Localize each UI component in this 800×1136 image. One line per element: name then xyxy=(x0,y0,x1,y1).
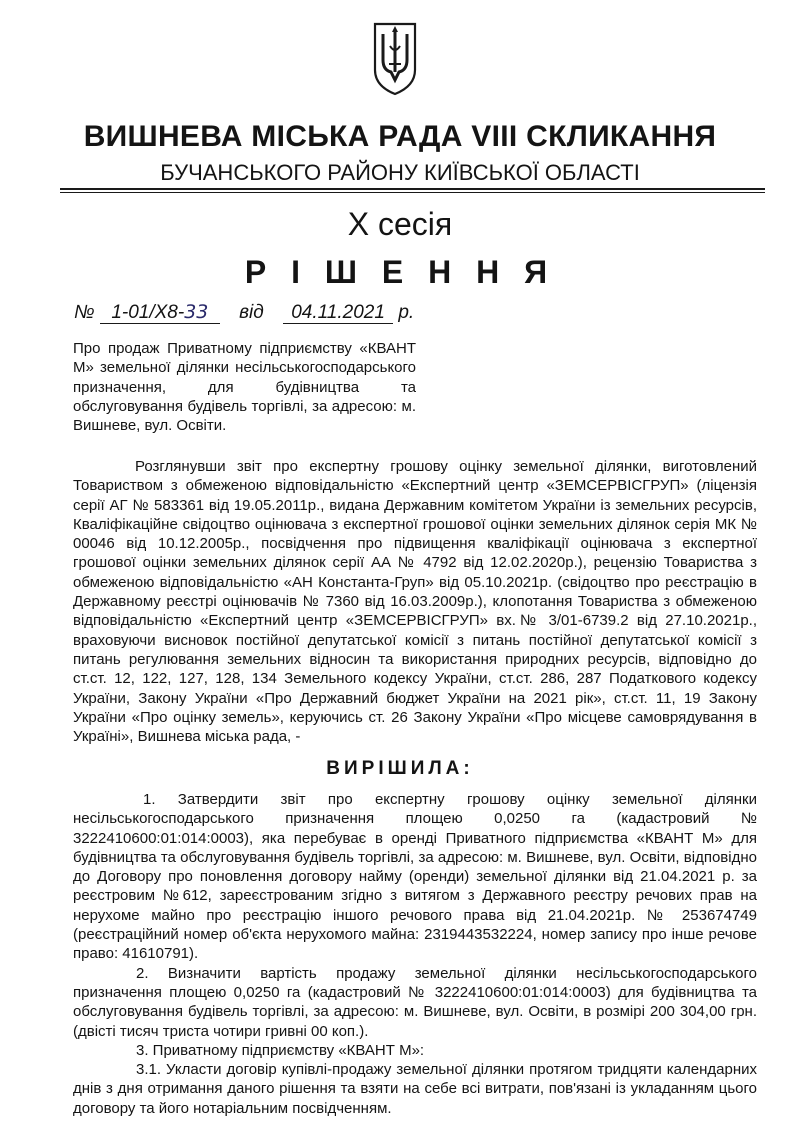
resolution-item-3-1: 3.1. Укласти договір купівлі-продажу земельної ділянки протягом тридцяти календарних днів з дня отримання даного рішення та взяти на себе всі витрати, пов'язані із укладанням цього договору та його нотаріальним посвідченням. xyxy=(73,1061,757,1117)
document-type-heading: Р І Ш Е Н Н Я xyxy=(244,254,556,290)
decision-number: 1-01/Х8- xyxy=(111,302,185,323)
trident-emblem-icon xyxy=(370,20,420,96)
decision-date: 04.11.2021 xyxy=(283,303,393,324)
handwritten-number: 33 xyxy=(184,301,209,323)
year-suffix: р. xyxy=(398,302,415,323)
resolution-item-3: 3. Приватному підприємству «КВАНТ М»: xyxy=(136,1041,425,1059)
header-divider xyxy=(60,188,765,190)
council-title: ВИШНЕВА МІСЬКА РАДА VIII СКЛИКАННЯ xyxy=(83,120,717,153)
resolved-heading: ВИРІШИЛА: xyxy=(326,758,474,779)
decision-subject: Про продаж Приватному підприємству «КВАНТ М» земельної ділянки несільськогосподарського призначення, для будівництва та обслуговування будівель торгівлі, за адресою: м. Вишневе, вул. Освіти. xyxy=(73,340,416,435)
header-divider-thin xyxy=(60,192,765,193)
district-subtitle: БУЧАНСЬКОГО РАЙОНУ КИЇВСЬКОЇ ОБЛАСТІ xyxy=(160,160,640,185)
number-prefix: № xyxy=(74,302,95,323)
decision-number-line xyxy=(74,302,414,324)
session-label: Х сесія xyxy=(347,206,453,242)
preamble-paragraph: Розглянувши звіт про експертну грошову оцінку земельної ділянки, виготовлений Товариством з обмеженою відповідальністю «Експертний центр «ЗЕМСЕРВІСГРУП» (ліцензія серії АГ № 583361 від 19.05.2011р., видана Державним комітетом України із земельних ресурсів, Кваліфікаційне свідоцтво оцінювача з експертної грошової оцінки земельних ділянок серія МК № 00046 від 10.12.2005р., посвідчення про підвищення кваліфікації оцінювача з експертної грошової оцінки земельних ділянок серії АА № 4792 від 12.02.2020р.), рецензію Товариства з обмеженою відповідальністю «АН Константа-Груп» від 05.10.2021р. (свідоцтво про реєстрацію в Державному реєстрі оцінювачів № 7360 від 16.03.2009р.), клопотання Товариства з обмеженою відповідальністю «Експертний центр «ЗЕМСЕРВІСГРУП» вх.№ 3/01-6739.2 від 27.10.2021р., враховуючи висновок постійної депутатської комісії з питань постійної депутатської комісії з питань регулювання земельних відносин та використання природних ресурсів, відповідно до ст.ст. 12, 122, 127, 128, 134 Земельного кодексу України, ст.ст. 286, 287 Податкового кодексу України, Закону України «Про Державний бюджет України на 2021 рік», ст.ст. 11, 19 Закону України «Про оцінку земель», керуючись ст. 26 Закону України «Про місцеве самоврядування в Україні», Вишнева міська рада, - xyxy=(73,458,757,746)
resolution-item-2: 2. Визначити вартість продажу земельної ділянки несільськогосподарського призначення площею 0,0250 га (кадастровий № 3222410600:01:014:0003) для будівництва та обслуговування будівель торгівлі, за адресою: м. Вишневе, вул. Освіти, в розмірі 200 304,00 грн. (двісті тисяч триста чотири гривні 00 коп.). xyxy=(73,964,757,1040)
from-label: від xyxy=(239,302,264,323)
resolution-items xyxy=(73,790,757,1118)
decision-number-field xyxy=(100,302,220,324)
resolution-item-1: 1. Затвердити звіт про експертну грошову оцінку земельної ділянки несільськогосподарського призначення площею 0,0250 га (кадастровий № 3222410600:01:014:0003), яка перебуває в оренді Приватного підприємства «КВАНТ М» для будівництва та обслуговування будівель торгівлі, за адресою: м. Вишневе, вул. Освіти, відповідно до Договору про поновлення договору найму (оренди) земельної ділянки від 21.04.2021 р. за реєстровим №612, зареєстрованим згідно з витягом з Державного реєстру речових прав на нерухоме майно про реєстрацію іншого речового права від 21.04.2021р. № 253674749 (реєстраційний номер об'єкта нерухомого майна: 2319443532224, номер запису про інше речове право: 41610791). xyxy=(73,791,757,963)
